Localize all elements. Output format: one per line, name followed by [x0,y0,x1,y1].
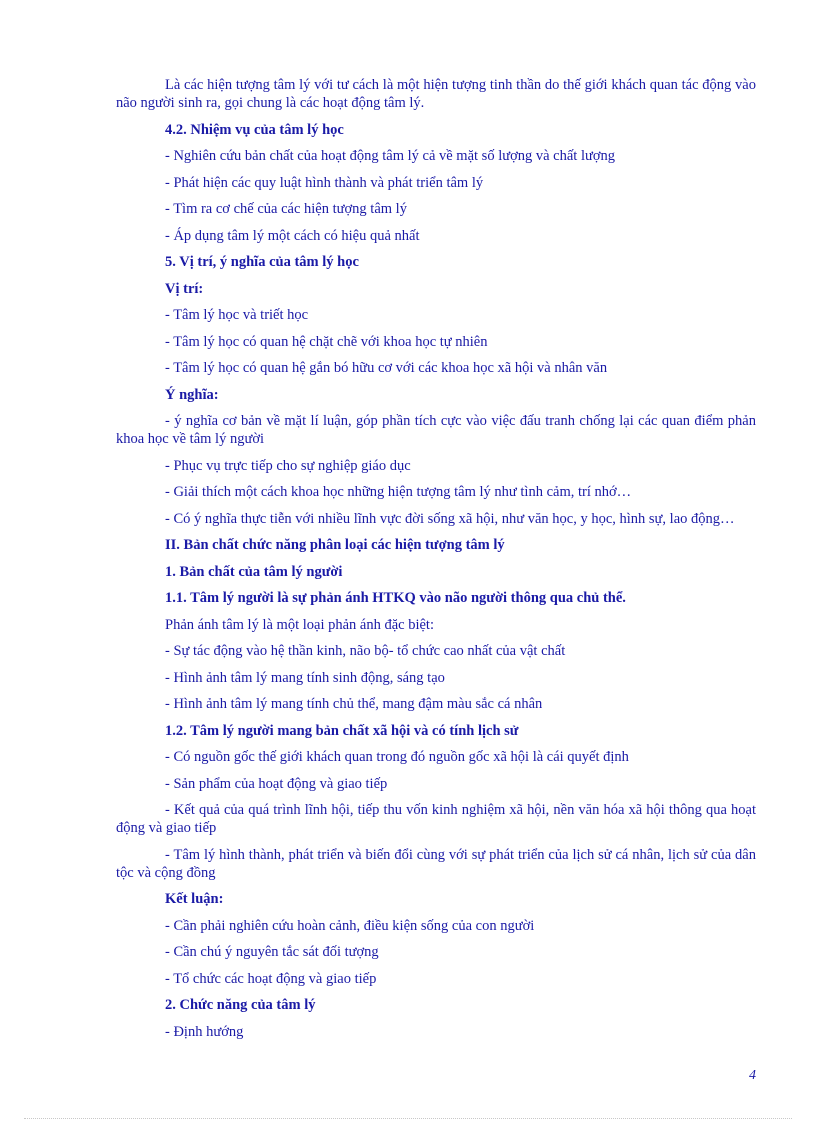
heading-4-2: 4.2. Nhiệm vụ của tâm lý học [165,121,344,138]
list-item: - Giải thích một cách khoa học những hiện tượng tâm lý như tình cảm, trí nhớ… [165,484,632,500]
list-item: - Phục vụ trực tiếp cho sự nghiệp giáo dục [165,457,411,474]
heading-1: 1. Bản chất của tâm lý người [165,563,343,580]
list-item: - Tâm lý hình thành, phát triển và biến đổi cùng với sự phát triển của lịch sử cá nhân, lịch sử của dân tộc và cộng đồng [116,846,756,881]
document-page [116,76,756,1049]
heading-ket-luan: Kết luận: [165,891,224,907]
list-item: - ý nghĩa cơ bản về mặt lí luận, góp phần tích cực vào việc đấu tranh chống lại các quan điểm phản khoa học về tâm lý người [116,413,756,447]
heading-vi-tri: Vị trí: [165,280,204,297]
heading-2: 2. Chức năng của tâm lý [165,997,316,1013]
list-item: - Tìm ra cơ chế của các hiện tượng tâm lý [165,201,407,217]
list-item: - Kết quả của quá trình lĩnh hội, tiếp thu vốn kinh nghiệm xã hội, nền văn hóa xã hội thông qua hoạt động và giao tiếp [116,802,756,836]
list-item: - Có ý nghĩa thực tiễn với nhiều lĩnh vực đời sống xã hội, như văn học, y học, hình sự, lao động… [165,510,735,527]
list-item: - Sự tác động vào hệ thần kinh, não bộ- tổ chức cao nhất của vật chất [165,643,566,659]
list-item: - Sản phẩm của hoạt động và giao tiếp [165,775,388,792]
paragraph-intro: Là các hiện tượng tâm lý với tư cách là một hiện tượng tinh thần do thế giới khách quan tác động vào não người sinh ra, gọi chung là các hoạt động tâm lý. [116,77,756,111]
list-item: - Phát hiện các quy luật hình thành và phát triển tâm lý [165,174,484,191]
list-item: - Tâm lý học có quan hệ gắn bó hữu cơ với các khoa học xã hội và nhân văn [165,360,608,376]
heading-y-nghia: Ý nghĩa: [165,386,219,403]
list-item: - Tâm lý học có quan hệ chặt chẽ với khoa học tự nhiên [165,333,488,350]
list-item: - Cần phải nghiên cứu hoàn cảnh, điều kiện sống của con người [165,917,535,934]
list-item: - Nghiên cứu bản chất của hoạt động tâm lý cả về mặt số lượng và chất lượng [165,148,616,164]
list-item: - Tổ chức các hoạt động và giao tiếp [165,970,377,987]
list-item: - Có nguồn gốc thế giới khách quan trong đó nguồn gốc xã hội là cái quyết định [165,749,629,765]
list-item: - Hình ảnh tâm lý mang tính chủ thể, mang đậm màu sắc cá nhân [165,696,543,712]
footer-divider [24,1118,792,1119]
list-item: - Cần chú ý nguyên tắc sát đối tượng [165,944,379,960]
heading-5: 5. Vị trí, ý nghĩa của tâm lý học [165,254,359,270]
list-item: - Định hướng [165,1023,244,1040]
paragraph-phan-anh: Phản ánh tâm lý là một loại phản ánh đặc biệt: [165,616,434,633]
list-item: - Tâm lý học và triết học [165,307,309,323]
heading-II: II. Bản chất chức năng phân loại các hiện tượng tâm lý [165,537,505,553]
list-item: - Hình ảnh tâm lý mang tính sinh động, sáng tạo [165,669,445,686]
heading-1-1: 1.1. Tâm lý người là sự phản ánh HTKQ vào não người thông qua chủ thể. [165,590,626,606]
heading-1-2: 1.2. Tâm lý người mang bản chất xã hội và có tính lịch sử [165,722,519,739]
page-number: 4 [749,1068,756,1083]
list-item: - Áp dụng tâm lý một cách có hiệu quả nhất [165,227,420,244]
